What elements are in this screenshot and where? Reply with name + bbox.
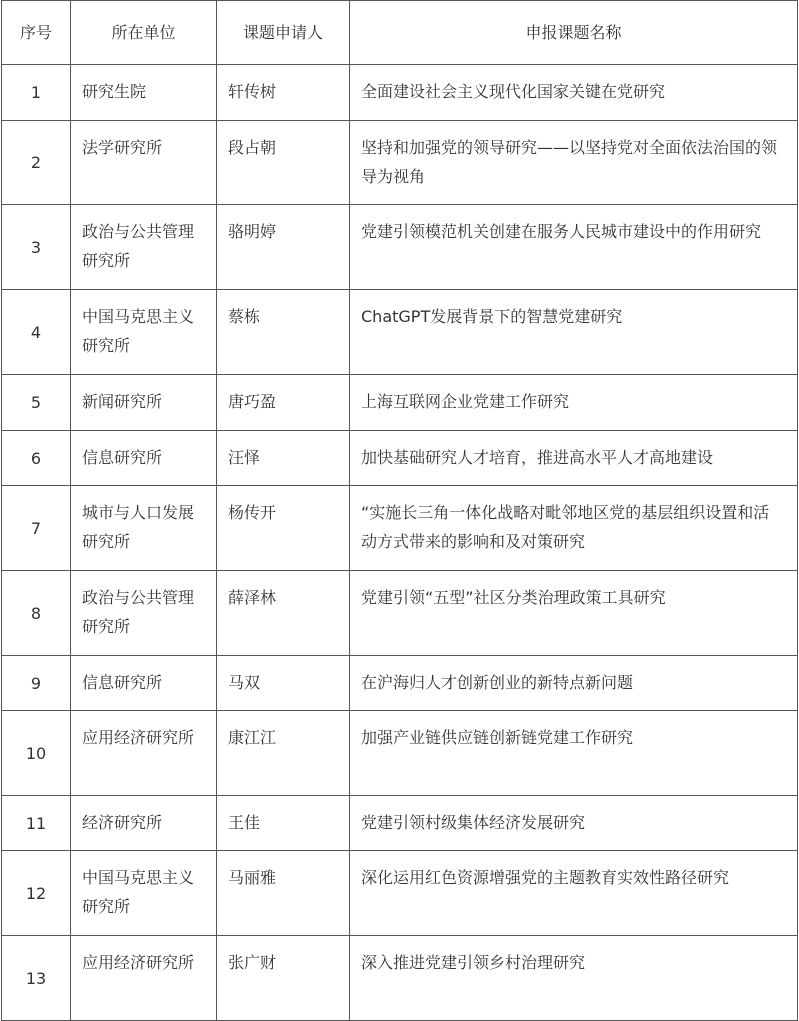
row-applicant: 骆明婷 xyxy=(217,205,350,290)
row-index: 8 xyxy=(2,571,71,656)
row-unit: 法学研究所 xyxy=(71,121,217,205)
row-title: 党建引领“五型”社区分类治理政策工具研究 xyxy=(350,571,798,656)
row-unit: 中国马克思主义研究所 xyxy=(71,851,217,936)
row-unit: 应用经济研究所 xyxy=(71,936,217,1021)
table-row xyxy=(2,290,798,375)
row-applicant: 马丽雅 xyxy=(217,851,350,936)
row-applicant: 汪怿 xyxy=(217,431,350,486)
row-unit: 中国马克思主义研究所 xyxy=(71,290,217,375)
row-title: 全面建设社会主义现代化国家关键在党研究 xyxy=(350,65,798,121)
header-index: 序号 xyxy=(2,1,71,65)
table-row xyxy=(2,711,798,796)
row-applicant: 轩传树 xyxy=(217,65,350,121)
row-unit: 信息研究所 xyxy=(71,431,217,486)
row-title: ChatGPT发展背景下的智慧党建研究 xyxy=(350,290,798,375)
row-index: 3 xyxy=(2,205,71,290)
row-applicant: 唐巧盈 xyxy=(217,375,350,431)
header-unit: 所在单位 xyxy=(71,1,217,65)
row-title: 党建引领模范机关创建在服务人民城市建设中的作用研究 xyxy=(350,205,798,290)
row-index: 6 xyxy=(2,431,71,486)
row-applicant: 段占朝 xyxy=(217,121,350,205)
row-index: 5 xyxy=(2,375,71,431)
row-unit: 政治与公共管理研究所 xyxy=(71,205,217,290)
row-title: 加快基础研究人才培育，推进高水平人才高地建设 xyxy=(350,431,798,486)
row-index: 12 xyxy=(2,851,71,936)
row-index: 13 xyxy=(2,936,71,1021)
table-row xyxy=(2,656,798,711)
row-index: 10 xyxy=(2,711,71,796)
row-applicant: 张广财 xyxy=(217,936,350,1021)
table-row xyxy=(2,121,798,205)
row-title: 上海互联网企业党建工作研究 xyxy=(350,375,798,431)
row-index: 1 xyxy=(2,65,71,121)
row-index: 4 xyxy=(2,290,71,375)
row-title: 在沪海归人才创新创业的新特点新问题 xyxy=(350,656,798,711)
table-row xyxy=(2,431,798,486)
row-unit: 研究生院 xyxy=(71,65,217,121)
row-title: 深化运用红色资源增强党的主题教育实效性路径研究 xyxy=(350,851,798,936)
table-row xyxy=(2,851,798,936)
row-title: 深入推进党建引领乡村治理研究 xyxy=(350,936,798,1021)
row-index: 11 xyxy=(2,796,71,851)
row-applicant: 王佳 xyxy=(217,796,350,851)
row-index: 2 xyxy=(2,121,71,205)
table-row xyxy=(2,65,798,121)
row-index: 7 xyxy=(2,486,71,571)
row-applicant: 杨传开 xyxy=(217,486,350,571)
row-title: 党建引领村级集体经济发展研究 xyxy=(350,796,798,851)
header-applicant: 课题申请人 xyxy=(217,1,350,65)
row-unit: 城市与人口发展研究所 xyxy=(71,486,217,571)
row-applicant: 蔡栋 xyxy=(217,290,350,375)
row-unit: 经济研究所 xyxy=(71,796,217,851)
row-applicant: 薛泽林 xyxy=(217,571,350,656)
table-row xyxy=(2,936,798,1021)
table-row xyxy=(2,486,798,571)
table-row xyxy=(2,796,798,851)
row-title: 加强产业链供应链创新链党建工作研究 xyxy=(350,711,798,796)
row-applicant: 康江江 xyxy=(217,711,350,796)
row-title: “实施长三角一体化战略对毗邻地区党的基层组织设置和活动方式带来的影响和及对策研究 xyxy=(350,486,798,571)
row-title: 坚持和加强党的领导研究——以坚持党对全面依法治国的领导为视角 xyxy=(350,121,798,205)
row-unit: 政治与公共管理研究所 xyxy=(71,571,217,656)
row-unit: 应用经济研究所 xyxy=(71,711,217,796)
table-row xyxy=(2,205,798,290)
header-row xyxy=(2,1,798,65)
row-index: 9 xyxy=(2,656,71,711)
row-unit: 新闻研究所 xyxy=(71,375,217,431)
row-applicant: 马双 xyxy=(217,656,350,711)
table-row xyxy=(2,375,798,431)
table-row xyxy=(2,571,798,656)
project-table xyxy=(1,0,798,1021)
row-unit: 信息研究所 xyxy=(71,656,217,711)
header-title: 申报课题名称 xyxy=(350,1,798,65)
